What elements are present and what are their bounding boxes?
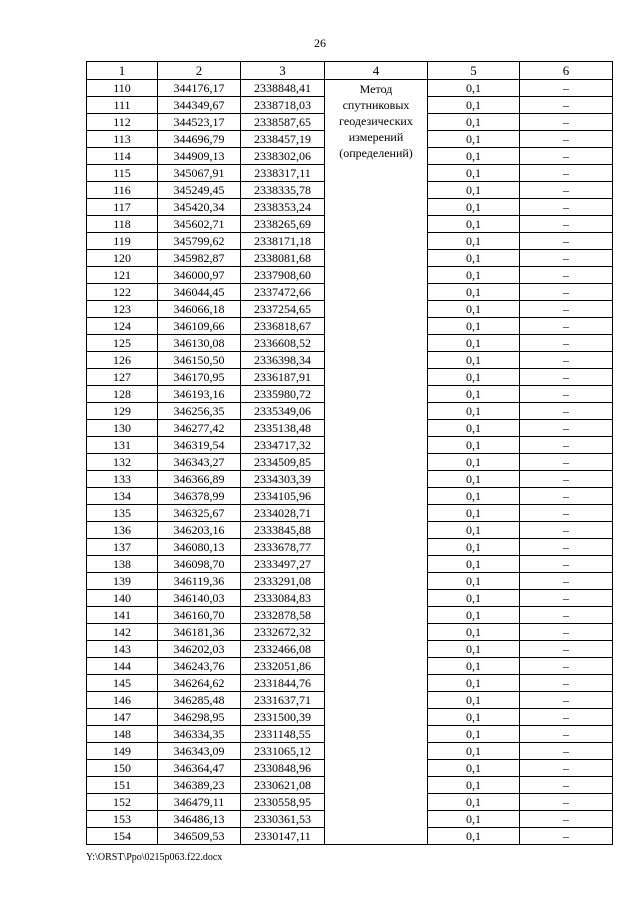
point-number-cell: 124 <box>87 318 158 335</box>
method-line: Метод <box>359 82 393 96</box>
precision-cell: 0,1 <box>428 216 520 233</box>
x-coordinate-cell: 346378,99 <box>158 488 241 505</box>
column-header: 6 <box>520 62 613 80</box>
precision-cell: 0,1 <box>428 148 520 165</box>
precision-cell: 0,1 <box>428 420 520 437</box>
point-number-cell: 116 <box>87 182 158 199</box>
column-6-cell: – <box>520 114 613 131</box>
x-coordinate-cell: 346202,03 <box>158 641 241 658</box>
precision-cell: 0,1 <box>428 692 520 709</box>
y-coordinate-cell: 2338587,65 <box>241 114 325 131</box>
column-6-cell: – <box>520 658 613 675</box>
point-number-cell: 117 <box>87 199 158 216</box>
point-number-cell: 149 <box>87 743 158 760</box>
precision-cell: 0,1 <box>428 777 520 794</box>
y-coordinate-cell: 2332672,32 <box>241 624 325 641</box>
column-6-cell: – <box>520 811 613 828</box>
precision-cell: 0,1 <box>428 131 520 148</box>
y-coordinate-cell: 2337254,65 <box>241 301 325 318</box>
x-coordinate-cell: 346364,47 <box>158 760 241 777</box>
point-number-cell: 151 <box>87 777 158 794</box>
column-6-cell: – <box>520 624 613 641</box>
x-coordinate-cell: 346160,70 <box>158 607 241 624</box>
x-coordinate-cell: 345420,34 <box>158 199 241 216</box>
x-coordinate-cell: 346193,16 <box>158 386 241 403</box>
precision-cell: 0,1 <box>428 675 520 692</box>
precision-cell: 0,1 <box>428 165 520 182</box>
precision-cell: 0,1 <box>428 335 520 352</box>
column-6-cell: – <box>520 165 613 182</box>
footer-file-path: Y:\ORST\Ppo\0215p063.f22.docx <box>86 852 223 863</box>
point-number-cell: 154 <box>87 828 158 845</box>
y-coordinate-cell: 2334105,96 <box>241 488 325 505</box>
column-6-cell: – <box>520 828 613 845</box>
point-number-cell: 120 <box>87 250 158 267</box>
column-6-cell: – <box>520 743 613 760</box>
point-number-cell: 135 <box>87 505 158 522</box>
point-number-cell: 153 <box>87 811 158 828</box>
y-coordinate-cell: 2331500,39 <box>241 709 325 726</box>
y-coordinate-cell: 2334303,39 <box>241 471 325 488</box>
point-number-cell: 123 <box>87 301 158 318</box>
y-coordinate-cell: 2338353,24 <box>241 199 325 216</box>
x-coordinate-cell: 346479,11 <box>158 794 241 811</box>
precision-cell: 0,1 <box>428 726 520 743</box>
x-coordinate-cell: 346264,62 <box>158 675 241 692</box>
x-coordinate-cell: 345799,62 <box>158 233 241 250</box>
point-number-cell: 121 <box>87 267 158 284</box>
column-6-cell: – <box>520 369 613 386</box>
y-coordinate-cell: 2331637,71 <box>241 692 325 709</box>
y-coordinate-cell: 2330147,11 <box>241 828 325 845</box>
y-coordinate-cell: 2334509,85 <box>241 454 325 471</box>
x-coordinate-cell: 346170,95 <box>158 369 241 386</box>
column-6-cell: – <box>520 148 613 165</box>
x-coordinate-cell: 346181,36 <box>158 624 241 641</box>
x-coordinate-cell: 346119,36 <box>158 573 241 590</box>
precision-cell: 0,1 <box>428 250 520 267</box>
precision-cell: 0,1 <box>428 454 520 471</box>
column-6-cell: – <box>520 267 613 284</box>
x-coordinate-cell: 345982,87 <box>158 250 241 267</box>
column-6-cell: – <box>520 590 613 607</box>
precision-cell: 0,1 <box>428 828 520 845</box>
x-coordinate-cell: 346150,50 <box>158 352 241 369</box>
x-coordinate-cell: 346000,97 <box>158 267 241 284</box>
column-6-cell: – <box>520 335 613 352</box>
column-6-cell: – <box>520 709 613 726</box>
point-number-cell: 141 <box>87 607 158 624</box>
point-number-cell: 134 <box>87 488 158 505</box>
y-coordinate-cell: 2331844,76 <box>241 675 325 692</box>
point-number-cell: 110 <box>87 80 158 97</box>
column-6-cell: – <box>520 794 613 811</box>
y-coordinate-cell: 2335980,72 <box>241 386 325 403</box>
precision-cell: 0,1 <box>428 199 520 216</box>
x-coordinate-cell: 346343,09 <box>158 743 241 760</box>
y-coordinate-cell: 2334717,32 <box>241 437 325 454</box>
precision-cell: 0,1 <box>428 267 520 284</box>
y-coordinate-cell: 2330848,96 <box>241 760 325 777</box>
column-6-cell: – <box>520 318 613 335</box>
precision-cell: 0,1 <box>428 573 520 590</box>
column-6-cell: – <box>520 675 613 692</box>
table-body <box>87 80 613 845</box>
x-coordinate-cell: 346130,08 <box>158 335 241 352</box>
column-6-cell: – <box>520 97 613 114</box>
y-coordinate-cell: 2333497,27 <box>241 556 325 573</box>
column-6-cell: – <box>520 726 613 743</box>
x-coordinate-cell: 346325,67 <box>158 505 241 522</box>
point-number-cell: 125 <box>87 335 158 352</box>
precision-cell: 0,1 <box>428 182 520 199</box>
precision-cell: 0,1 <box>428 590 520 607</box>
x-coordinate-cell: 344349,67 <box>158 97 241 114</box>
x-coordinate-cell: 346509,53 <box>158 828 241 845</box>
column-6-cell: – <box>520 250 613 267</box>
x-coordinate-cell: 344523,17 <box>158 114 241 131</box>
y-coordinate-cell: 2335349,06 <box>241 403 325 420</box>
point-number-cell: 112 <box>87 114 158 131</box>
point-number-cell: 122 <box>87 284 158 301</box>
precision-cell: 0,1 <box>428 352 520 369</box>
column-6-cell: – <box>520 777 613 794</box>
x-coordinate-cell: 345249,45 <box>158 182 241 199</box>
point-number-cell: 130 <box>87 420 158 437</box>
precision-cell: 0,1 <box>428 811 520 828</box>
column-6-cell: – <box>520 539 613 556</box>
point-number-cell: 140 <box>87 590 158 607</box>
precision-cell: 0,1 <box>428 522 520 539</box>
y-coordinate-cell: 2334028,71 <box>241 505 325 522</box>
y-coordinate-cell: 2338335,78 <box>241 182 325 199</box>
x-coordinate-cell: 344176,17 <box>158 80 241 97</box>
x-coordinate-cell: 346044,45 <box>158 284 241 301</box>
column-6-cell: – <box>520 488 613 505</box>
column-6-cell: – <box>520 471 613 488</box>
point-number-cell: 118 <box>87 216 158 233</box>
point-number-cell: 126 <box>87 352 158 369</box>
y-coordinate-cell: 2333678,77 <box>241 539 325 556</box>
column-6-cell: – <box>520 80 613 97</box>
point-number-cell: 148 <box>87 726 158 743</box>
y-coordinate-cell: 2338265,69 <box>241 216 325 233</box>
column-6-cell: – <box>520 454 613 471</box>
y-coordinate-cell: 2338171,18 <box>241 233 325 250</box>
precision-cell: 0,1 <box>428 760 520 777</box>
y-coordinate-cell: 2336398,34 <box>241 352 325 369</box>
y-coordinate-cell: 2338718,03 <box>241 97 325 114</box>
precision-cell: 0,1 <box>428 284 520 301</box>
precision-cell: 0,1 <box>428 539 520 556</box>
precision-cell: 0,1 <box>428 624 520 641</box>
point-number-cell: 144 <box>87 658 158 675</box>
x-coordinate-cell: 346080,13 <box>158 539 241 556</box>
column-6-cell: – <box>520 386 613 403</box>
x-coordinate-cell: 346343,27 <box>158 454 241 471</box>
x-coordinate-cell: 346486,13 <box>158 811 241 828</box>
method-line: измерений <box>348 130 404 144</box>
precision-cell: 0,1 <box>428 318 520 335</box>
point-number-cell: 145 <box>87 675 158 692</box>
column-6-cell: – <box>520 131 613 148</box>
point-number-cell: 128 <box>87 386 158 403</box>
x-coordinate-cell: 346098,70 <box>158 556 241 573</box>
point-number-cell: 113 <box>87 131 158 148</box>
point-number-cell: 147 <box>87 709 158 726</box>
x-coordinate-cell: 346285,48 <box>158 692 241 709</box>
x-coordinate-cell: 346140,03 <box>158 590 241 607</box>
column-6-cell: – <box>520 641 613 658</box>
x-coordinate-cell: 346334,35 <box>158 726 241 743</box>
precision-cell: 0,1 <box>428 437 520 454</box>
column-6-cell: – <box>520 692 613 709</box>
y-coordinate-cell: 2335138,48 <box>241 420 325 437</box>
x-coordinate-cell: 346109,66 <box>158 318 241 335</box>
column-6-cell: – <box>520 437 613 454</box>
point-number-cell: 137 <box>87 539 158 556</box>
y-coordinate-cell: 2331148,55 <box>241 726 325 743</box>
point-number-cell: 143 <box>87 641 158 658</box>
precision-cell: 0,1 <box>428 794 520 811</box>
column-6-cell: – <box>520 233 613 250</box>
column-6-cell: – <box>520 199 613 216</box>
method-cell <box>325 80 428 845</box>
y-coordinate-cell: 2338081,68 <box>241 250 325 267</box>
point-number-cell: 146 <box>87 692 158 709</box>
y-coordinate-cell: 2333084,83 <box>241 590 325 607</box>
x-coordinate-cell: 344909,13 <box>158 148 241 165</box>
x-coordinate-cell: 346298,95 <box>158 709 241 726</box>
x-coordinate-cell: 345602,71 <box>158 216 241 233</box>
x-coordinate-cell: 344696,79 <box>158 131 241 148</box>
column-6-cell: – <box>520 573 613 590</box>
table-row <box>87 80 613 97</box>
y-coordinate-cell: 2332466,08 <box>241 641 325 658</box>
column-header: 5 <box>428 62 520 80</box>
point-number-cell: 133 <box>87 471 158 488</box>
x-coordinate-cell: 346389,23 <box>158 777 241 794</box>
y-coordinate-cell: 2336818,67 <box>241 318 325 335</box>
precision-cell: 0,1 <box>428 301 520 318</box>
precision-cell: 0,1 <box>428 709 520 726</box>
column-6-cell: – <box>520 301 613 318</box>
point-number-cell: 152 <box>87 794 158 811</box>
y-coordinate-cell: 2330558,95 <box>241 794 325 811</box>
y-coordinate-cell: 2338302,06 <box>241 148 325 165</box>
x-coordinate-cell: 346256,35 <box>158 403 241 420</box>
point-number-cell: 127 <box>87 369 158 386</box>
precision-cell: 0,1 <box>428 556 520 573</box>
x-coordinate-cell: 346319,54 <box>158 437 241 454</box>
column-6-cell: – <box>520 420 613 437</box>
column-6-cell: – <box>520 284 613 301</box>
column-6-cell: – <box>520 403 613 420</box>
column-header: 2 <box>158 62 241 80</box>
point-number-cell: 139 <box>87 573 158 590</box>
precision-cell: 0,1 <box>428 471 520 488</box>
precision-cell: 0,1 <box>428 369 520 386</box>
point-number-cell: 129 <box>87 403 158 420</box>
x-coordinate-cell: 346203,16 <box>158 522 241 539</box>
column-6-cell: – <box>520 216 613 233</box>
point-number-cell: 136 <box>87 522 158 539</box>
column-6-cell: – <box>520 522 613 539</box>
precision-cell: 0,1 <box>428 403 520 420</box>
x-coordinate-cell: 346066,18 <box>158 301 241 318</box>
precision-cell: 0,1 <box>428 743 520 760</box>
column-6-cell: – <box>520 607 613 624</box>
x-coordinate-cell: 346243,76 <box>158 658 241 675</box>
y-coordinate-cell: 2333291,08 <box>241 573 325 590</box>
point-number-cell: 138 <box>87 556 158 573</box>
point-number-cell: 115 <box>87 165 158 182</box>
column-6-cell: – <box>520 352 613 369</box>
column-header: 4 <box>325 62 428 80</box>
y-coordinate-cell: 2338317,11 <box>241 165 325 182</box>
method-line: (определений) <box>339 146 413 160</box>
precision-cell: 0,1 <box>428 641 520 658</box>
y-coordinate-cell: 2338457,19 <box>241 131 325 148</box>
y-coordinate-cell: 2330361,53 <box>241 811 325 828</box>
y-coordinate-cell: 2336608,52 <box>241 335 325 352</box>
column-header: 3 <box>241 62 325 80</box>
y-coordinate-cell: 2338848,41 <box>241 80 325 97</box>
y-coordinate-cell: 2332878,58 <box>241 607 325 624</box>
y-coordinate-cell: 2337908,60 <box>241 267 325 284</box>
table-header-row <box>87 62 613 80</box>
point-number-cell: 150 <box>87 760 158 777</box>
column-6-cell: – <box>520 182 613 199</box>
y-coordinate-cell: 2332051,86 <box>241 658 325 675</box>
point-number-cell: 119 <box>87 233 158 250</box>
coordinates-table <box>86 61 613 845</box>
precision-cell: 0,1 <box>428 607 520 624</box>
point-number-cell: 111 <box>87 97 158 114</box>
precision-cell: 0,1 <box>428 114 520 131</box>
point-number-cell: 131 <box>87 437 158 454</box>
method-line: геодезических <box>339 114 413 128</box>
precision-cell: 0,1 <box>428 80 520 97</box>
method-line: спутниковых <box>342 98 410 112</box>
column-6-cell: – <box>520 760 613 777</box>
y-coordinate-cell: 2336187,91 <box>241 369 325 386</box>
point-number-cell: 132 <box>87 454 158 471</box>
y-coordinate-cell: 2331065,12 <box>241 743 325 760</box>
y-coordinate-cell: 2337472,66 <box>241 284 325 301</box>
point-number-cell: 114 <box>87 148 158 165</box>
precision-cell: 0,1 <box>428 233 520 250</box>
column-6-cell: – <box>520 556 613 573</box>
x-coordinate-cell: 346277,42 <box>158 420 241 437</box>
precision-cell: 0,1 <box>428 386 520 403</box>
y-coordinate-cell: 2333845,88 <box>241 522 325 539</box>
y-coordinate-cell: 2330621,08 <box>241 777 325 794</box>
precision-cell: 0,1 <box>428 505 520 522</box>
precision-cell: 0,1 <box>428 488 520 505</box>
x-coordinate-cell: 345067,91 <box>158 165 241 182</box>
x-coordinate-cell: 346366,89 <box>158 471 241 488</box>
page-number: 26 <box>314 36 326 50</box>
precision-cell: 0,1 <box>428 97 520 114</box>
point-number-cell: 142 <box>87 624 158 641</box>
precision-cell: 0,1 <box>428 658 520 675</box>
column-6-cell: – <box>520 505 613 522</box>
column-header: 1 <box>87 62 158 80</box>
